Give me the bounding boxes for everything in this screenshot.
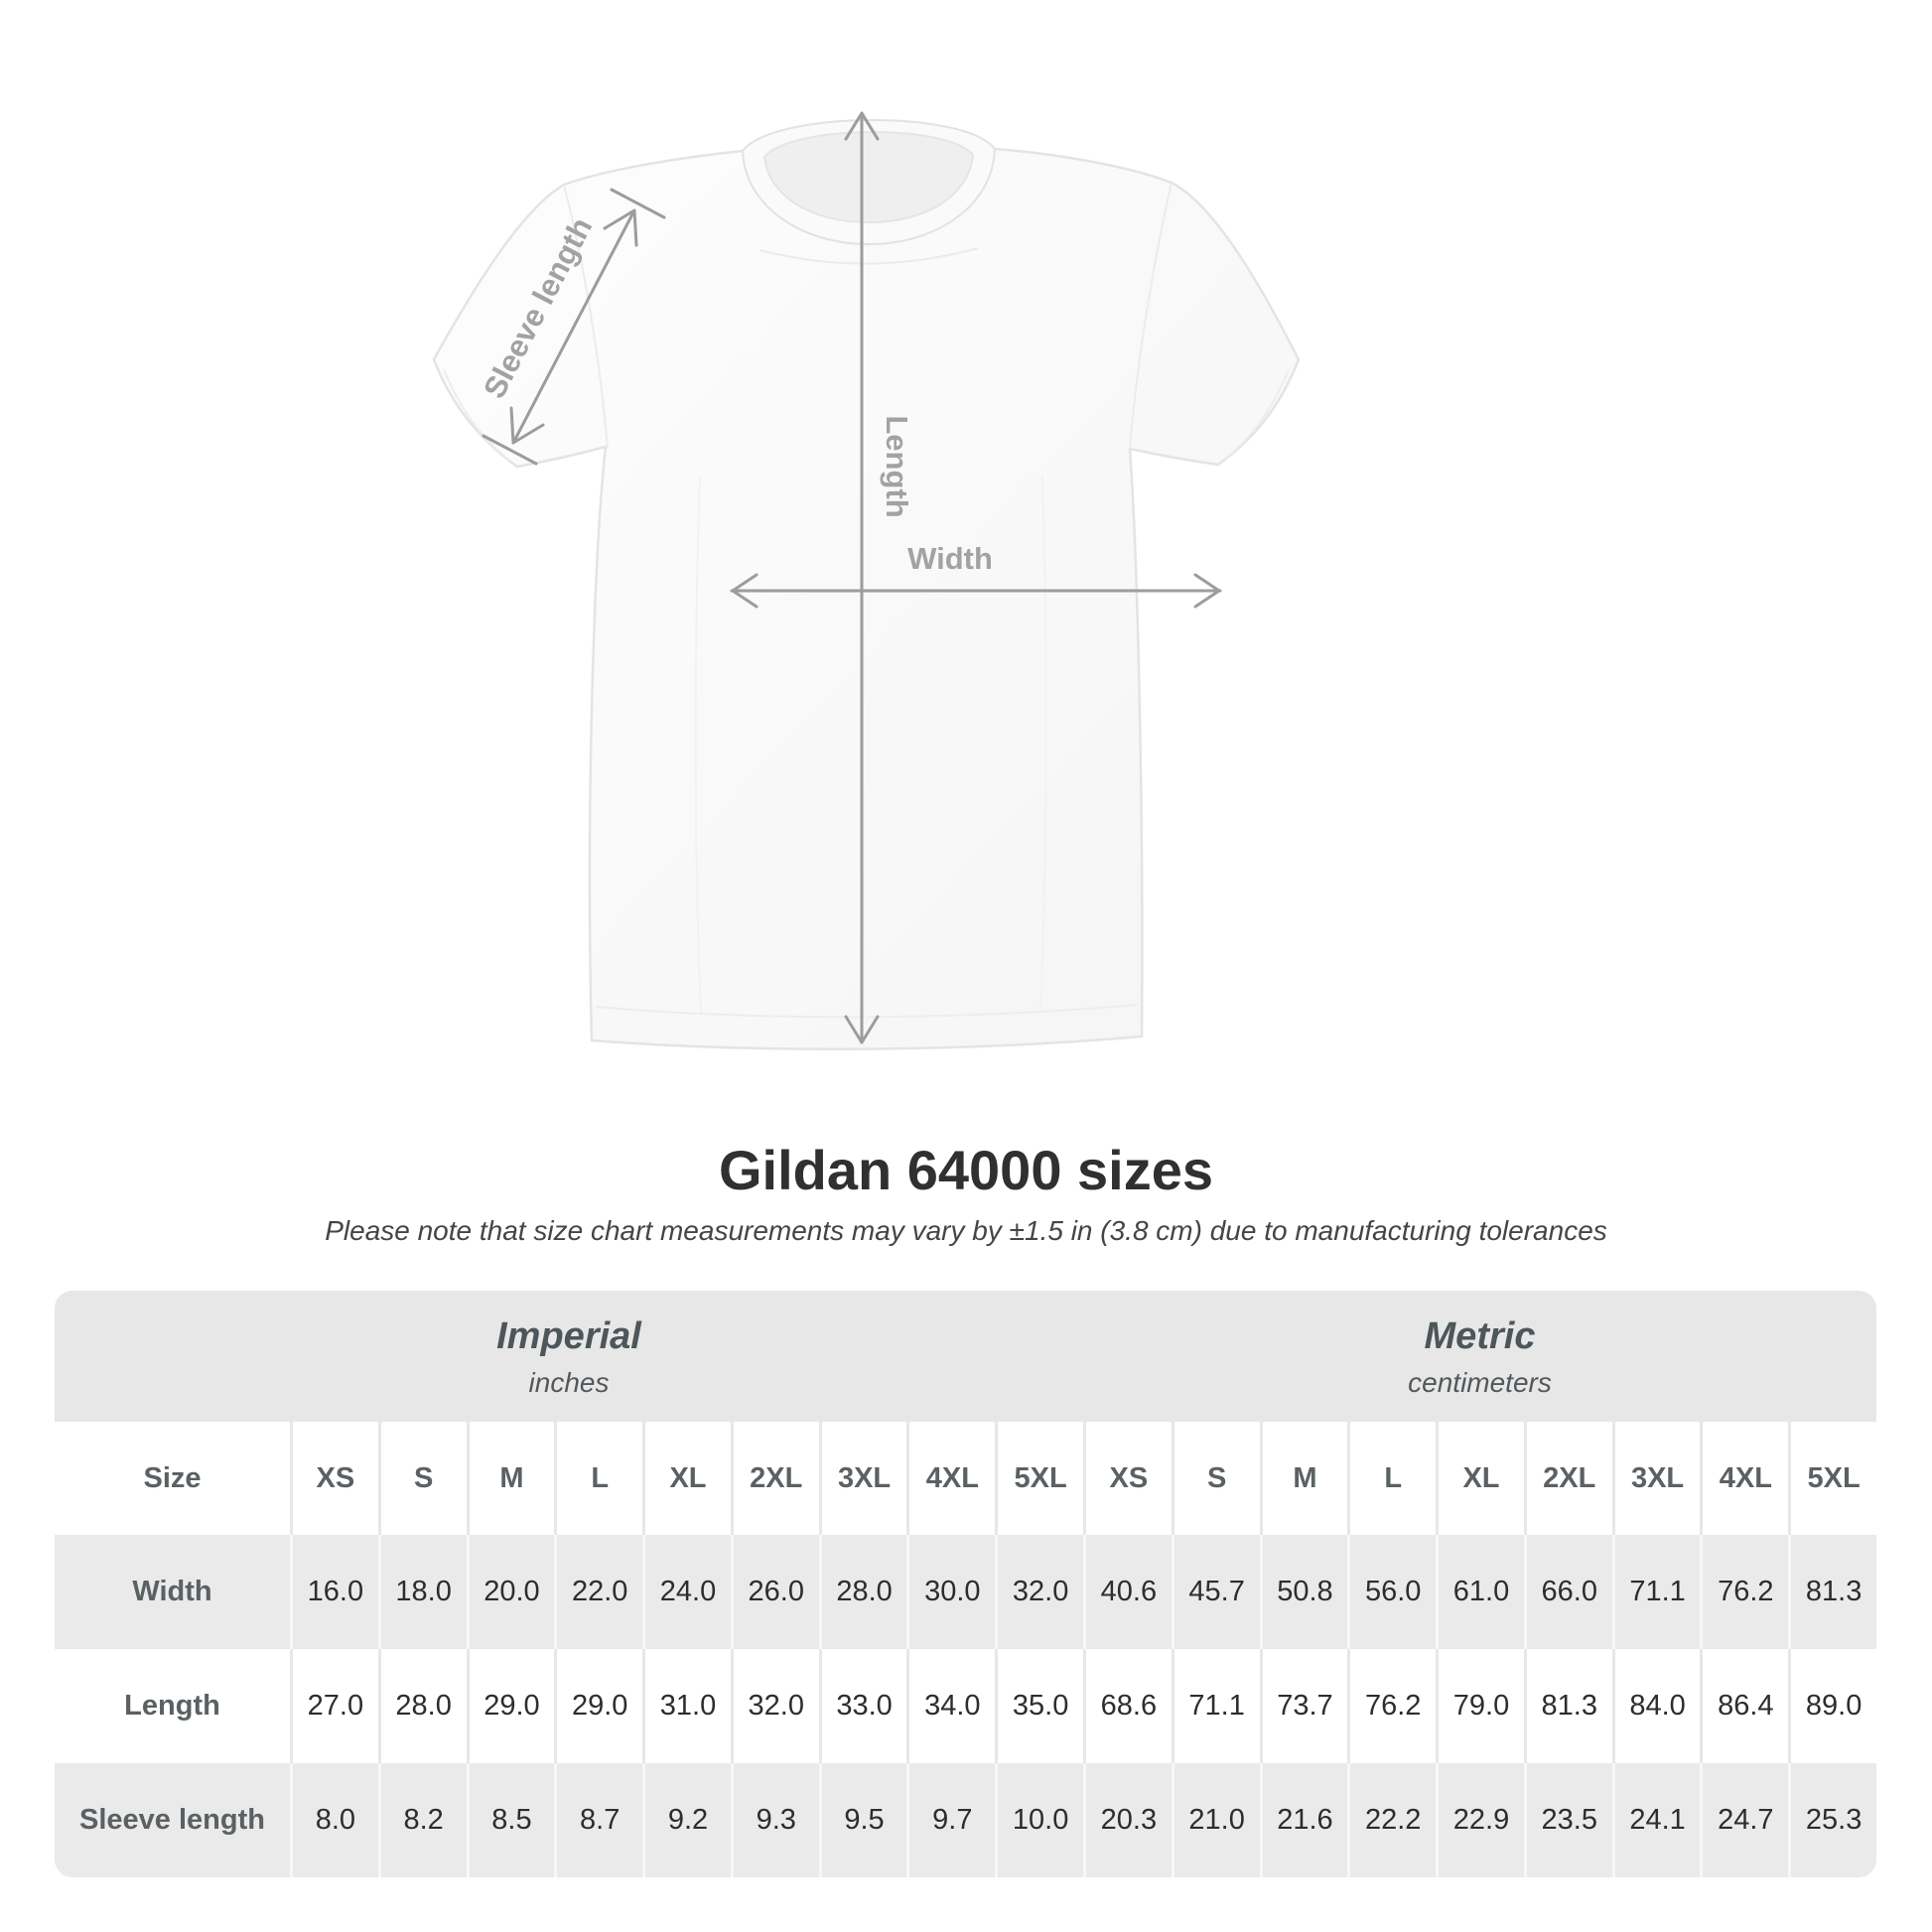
value-cell: 76.2 [1347,1649,1436,1763]
imperial-group-header [55,1291,1083,1422]
value-cell: 28.0 [819,1535,907,1649]
metric-group-header [1083,1291,1876,1422]
value-cell: 66.0 [1524,1535,1612,1649]
value-cell: 45.7 [1172,1535,1260,1649]
value-cell: 21.0 [1172,1763,1260,1877]
size-header: 3XL [819,1422,907,1535]
size-header: S [1172,1422,1260,1535]
value-cell: 8.7 [554,1763,642,1877]
width-label: Width [907,541,993,576]
value-cell: 81.3 [1788,1535,1876,1649]
metric-label: Metric [1424,1315,1536,1357]
value-cell: 24.7 [1700,1763,1788,1877]
value-cell: 71.1 [1612,1535,1701,1649]
value-cell: 40.6 [1083,1535,1172,1649]
sleeve-length-row [55,1763,1876,1877]
metric-unit: centimeters [1408,1367,1552,1398]
size-header: XL [1436,1422,1524,1535]
size-header: L [1347,1422,1436,1535]
value-cell: 25.3 [1788,1763,1876,1877]
value-cell: 33.0 [819,1649,907,1763]
value-cell: 32.0 [731,1649,819,1763]
value-cell: 23.5 [1524,1763,1612,1877]
size-header: XS [290,1422,378,1535]
size-header: 3XL [1612,1422,1701,1535]
value-cell: 86.4 [1700,1649,1788,1763]
value-cell: 61.0 [1436,1535,1524,1649]
value-cell: 76.2 [1700,1535,1788,1649]
value-cell: 20.0 [467,1535,555,1649]
value-cell: 8.0 [290,1763,378,1877]
unit-header-band [55,1291,1876,1422]
size-header: XS [1083,1422,1172,1535]
size-header: 2XL [1524,1422,1612,1535]
length-label: Length [880,415,914,518]
value-cell: 9.2 [642,1763,731,1877]
value-cell: 22.2 [1347,1763,1436,1877]
value-cell: 9.3 [731,1763,819,1877]
value-cell: 28.0 [378,1649,467,1763]
size-header: 4XL [1700,1422,1788,1535]
value-cell: 79.0 [1436,1649,1524,1763]
size-header: XL [642,1422,731,1535]
value-cell: 24.0 [642,1535,731,1649]
value-cell: 29.0 [467,1649,555,1763]
width-row [55,1535,1876,1649]
size-header-row [55,1422,1876,1535]
value-cell: 21.6 [1260,1763,1348,1877]
value-cell: 81.3 [1524,1649,1612,1763]
value-cell: 34.0 [906,1649,995,1763]
size-column-header: Size [143,1461,202,1494]
size-header: 2XL [731,1422,819,1535]
length-row [55,1649,1876,1763]
size-header: L [554,1422,642,1535]
value-cell: 22.0 [554,1535,642,1649]
value-cell: 68.6 [1083,1649,1172,1763]
value-cell: 35.0 [995,1649,1083,1763]
value-cell: 9.5 [819,1763,907,1877]
value-cell: 84.0 [1612,1649,1701,1763]
value-cell: 31.0 [642,1649,731,1763]
size-header: S [378,1422,467,1535]
value-cell: 71.1 [1172,1649,1260,1763]
value-cell: 24.1 [1612,1763,1701,1877]
tolerance-note: Please note that size chart measurements may vary by ±1.5 in (3.8 cm) due to manufacturing tolerances [325,1215,1607,1246]
sleeve-length-label: Sleeve length [477,211,600,404]
size-header: 5XL [1788,1422,1876,1535]
size-header: M [1260,1422,1348,1535]
row-label: Length [124,1690,220,1722]
value-cell: 89.0 [1788,1649,1876,1763]
size-header: 4XL [906,1422,995,1535]
value-cell: 10.0 [995,1763,1083,1877]
imperial-label: Imperial [496,1315,641,1357]
value-cell: 20.3 [1083,1763,1172,1877]
page-title: Gildan 64000 sizes [718,1139,1214,1201]
size-header: 5XL [995,1422,1083,1535]
size-table [55,1291,1876,1877]
value-cell: 32.0 [995,1535,1083,1649]
value-cell: 29.0 [554,1649,642,1763]
value-cell: 30.0 [906,1535,995,1649]
value-cell: 18.0 [378,1535,467,1649]
value-cell: 22.9 [1436,1763,1524,1877]
value-cell: 26.0 [731,1535,819,1649]
value-cell: 8.2 [378,1763,467,1877]
value-cell: 56.0 [1347,1535,1436,1649]
value-cell: 27.0 [290,1649,378,1763]
row-label: Width [132,1576,212,1607]
value-cell: 9.7 [906,1763,995,1877]
row-label: Sleeve length [79,1804,265,1836]
value-cell: 50.8 [1260,1535,1348,1649]
imperial-unit: inches [528,1367,610,1398]
value-cell: 8.5 [467,1763,555,1877]
value-cell: 16.0 [290,1535,378,1649]
value-cell: 73.7 [1260,1649,1348,1763]
size-header: M [467,1422,555,1535]
